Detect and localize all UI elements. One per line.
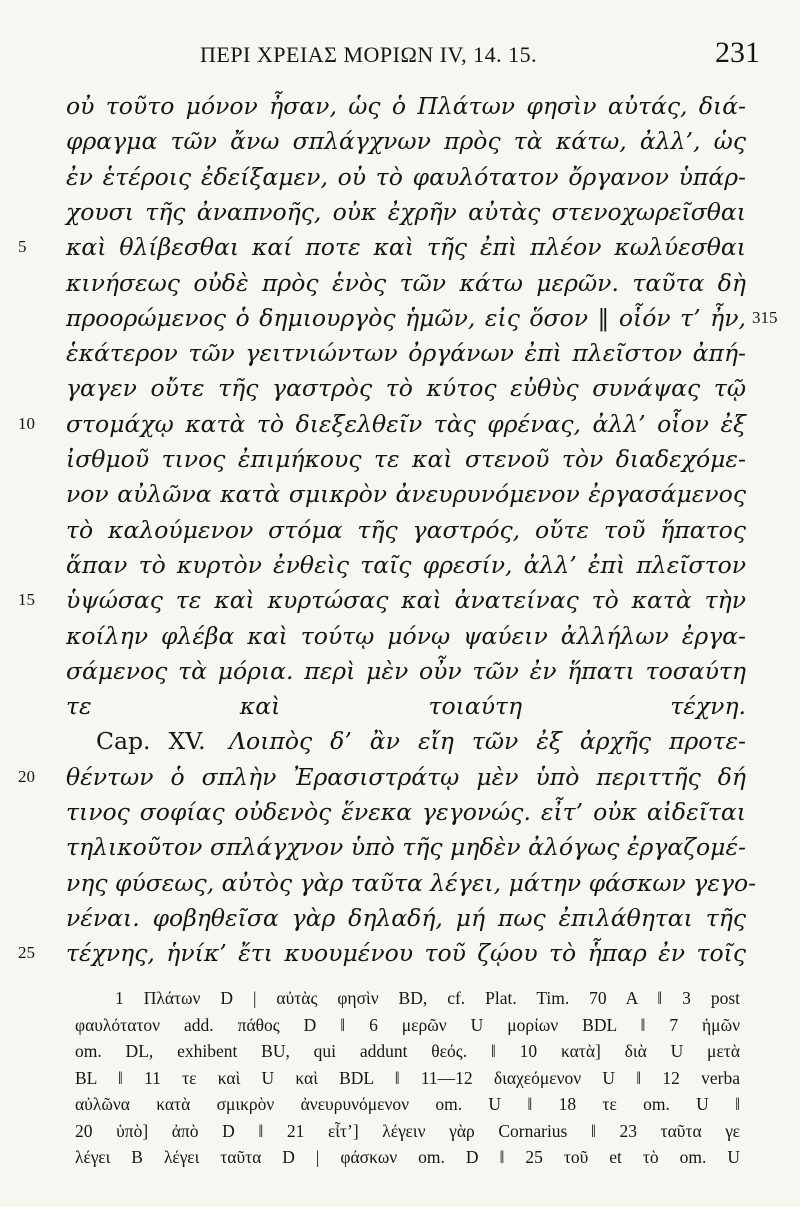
margin-reference-number: 315 [752,307,778,327]
text-line: καὶ θλίβεσθαι καί ποτε καὶ τῆς ἐπὶ πλέον κωλύεσθαι [66,233,746,262]
running-head [60,36,760,76]
line-number [18,837,62,877]
line-number [18,202,62,242]
text-line: τινος σοφίας οὐδενὸς ἕνεκα γεγονώς. εἶτ’ οὐκ αἰδεῖται [66,798,746,826]
line-number [18,96,62,136]
line-number [18,731,62,771]
text-line: ἑκάτερον τῶν γειτνιώντων ὀργάνων ἐπὶ πλεῖστον ἀπή- [66,339,746,368]
line-number [18,661,62,701]
line-number [18,378,62,418]
line-number [18,626,62,666]
line-number [18,555,62,595]
text-line: οὐ τοῦτο μόνον ἦσαν, ὡς ὁ Πλάτων φησὶν αὐτάς, διά- [66,92,746,120]
text-line [96,727,746,767]
footnote-line: om. DL, exhibent BU, qui addunt θεός. ‖ 10 κατὰ] διὰ U μετὰ [75,1041,740,1061]
text-line: ἰσθμοῦ τινος ἐπιμήκους τε καὶ στενοῦ τὸν διαδεχόμε- [66,445,746,473]
footnote-line: φαυλότατον add. πάθος D ‖ 6 μερῶν U μορίων BDL ‖ 7 ἡμῶν [75,1014,740,1035]
footnote-line: αὐλῶνα κατὰ σμικρὸν ἀνευρυνόμενον om. U ‖ 18 τε om. U ‖ [75,1094,740,1114]
line-number [18,520,62,560]
line-number [18,484,62,524]
text-line: στομάχῳ κατὰ τὸ διεξελθεῖν τὰς φρένας, ἀλλ’ οἷον ἐξ [66,409,746,438]
footnote-line: 1 Πλάτων D | αὐτὰς φησὶν BD, cf. Plat. Tim. 70 A ‖ 3 post [115,988,740,1008]
text-line: θέντων ὁ σπλὴν Ἐρασιστράτῳ μὲν ὑπὸ περιττῆς δή [66,762,746,791]
text-line: τε καὶ τοιαύτη τέχνη. [66,692,746,721]
line-number [18,449,62,489]
text-line: ἐν ἑτέροις ἐδείξαμεν, οὐ τὸ φαυλότατον ὄργανον ὑπάρ- [66,162,746,191]
line-number [18,273,62,313]
text-line: τὸ καλούμενον στόμα τῆς γαστρός, οὔτε τοῦ ἥπατος [66,515,746,544]
line-number [18,167,62,207]
line-number [18,343,62,383]
text-line: ὑψώσας τε καὶ κυρτώσας καὶ ἀνατείνας τὸ κατὰ τὴν [66,586,746,615]
line-number [18,802,62,842]
text-line: γαγεν οὔτε τῆς γαστρὸς τὸ κύτος εὐθὺς συνάψας τῷ [66,374,746,403]
footnote-line: λέγει B λέγει ταῦτα D | φάσκων om. D ‖ 25 τοῦ et τὸ om. U [75,1147,740,1167]
text-line: φραγμα τῶν ἄνω σπλάγχνων πρὸς τὰ κάτω, ἀλλ’, ὡς [66,127,746,156]
text-line: σάμενος τὰ μόρια. περὶ μὲν οὖν τῶν ἐν ἥπατι τοσαύτη [66,656,746,685]
text-line: τηλικοῦτον σπλάγχνον ὑπὸ τῆς μηδὲν ἀλόγως ἐργαζομέ- [66,833,746,862]
text-line: ἅπαν τὸ κυρτὸν ἐνθεὶς ταῖς φρεσίν, ἀλλ’ ἐπὶ πλεῖστον [66,550,746,579]
text-line: νης φύσεως, αὐτὸς γὰρ ταῦτα λέγει, μάτην φάσκων γεγο- [66,868,757,897]
text-line-content: Λοιπὸς δ’ ἂν εἴη τῶν ἐξ ἀρχῆς προτε- [229,727,746,756]
text-line: χουσι τῆς ἀναπνοῆς, οὐκ ἐχρῆν αὐτὰς στενοχωρεῖσθαι [66,197,746,226]
line-number [18,308,62,348]
text-line: προορώμενος ὁ δημιουργὸς ἡμῶν, εἰς ὅσον ‖ οἷόν τ’ ἦν, [66,303,746,332]
line-number [18,873,62,913]
line-number [18,696,62,736]
text-line: νον αὐλῶνα κατὰ σμικρὸν ἀνευρυνόμενον ἐργασάμενος [66,480,746,509]
line-number [18,908,62,948]
footnote-line: 20 ὑπὸ] ἀπὸ D ‖ 21 εἶτ’] λέγειν γὰρ Cornarius ‖ 23 ταῦτα γε [75,1120,740,1141]
text-line: κοίλην φλέβα καὶ τούτῳ μόνῳ ψαύειν ἀλλήλων ἐργα- [66,621,746,650]
line-number [18,131,62,171]
text-line: νέναι. φοβηθεῖσα γὰρ δηλαδή, μή πως ἐπιλάθηται τῆς [66,903,746,932]
page-number: 231 [715,36,760,69]
line-number: 25 [18,943,35,963]
footnote-line: BL ‖ 11 τε καὶ U καὶ BDL ‖ 11—12 διαχεόμενον U ‖ 12 verba [75,1067,740,1088]
running-title: ΠΕΡΙ ΧΡΕΙΑΣ ΜΟΡΙΩΝ IV, 14. 15. [200,42,538,67]
chapter-heading: Cap. XV. [96,727,206,756]
text-line: κινήσεως οὐδὲ πρὸς ἑνὸς τῶν κάτω μερῶν. ταῦτα δὴ [66,268,746,297]
line-number: 20 [18,766,35,786]
line-number: 5 [18,237,27,257]
line-number: 15 [18,590,35,610]
text-line: τέχνης, ἡνίκ’ ἔτι κυουμένου τοῦ ζῴου τὸ ἧπαρ ἐν τοῖς [66,939,746,968]
line-number: 10 [18,413,35,433]
